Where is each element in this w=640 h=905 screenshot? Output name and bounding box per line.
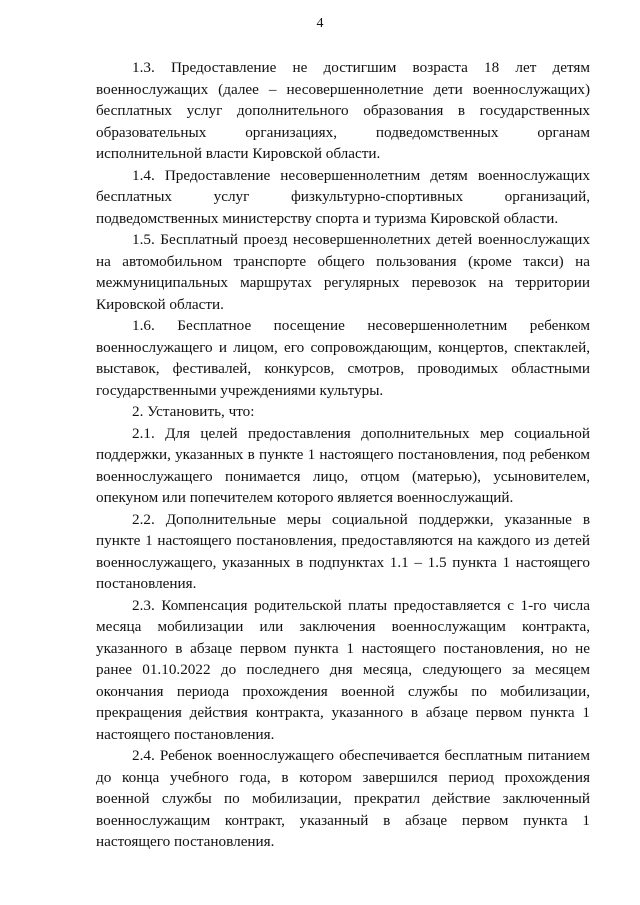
paragraph-1-5: 1.5. Бесплатный проезд несовершеннолетних детей военнослужащих на автомобильном транспорте общего пользования (кроме такси) на межмуниципальных маршрутах регулярных перевозок на территории Кировской области. (96, 231, 590, 313)
paragraph-1-3: 1.3. Предоставление не достигшим возраста 18 лет детям военнослужащих (далее – несовершеннолетние дети военнослужащих) бесплатных услуг дополнительного образования в государственных образовательных организациях, подведомственных органам исполнительной власти Кировской области. (96, 59, 590, 162)
paragraph-2-2: 2.2. Дополнительные меры социальной поддержки, указанные в пункте 1 настоящего постановления, предоставляются на каждого из детей военнослужащего, указанных в подпунктах 1.1 – 1.5 пункта 1 настоящего постановления. (96, 510, 590, 592)
paragraph-1-4: 1.4. Предоставление несовершеннолетним детям военнослужащих бесплатных услуг физкультурно-спортивных организаций, подведомственных министерству спорта и туризма Кировской области. (96, 166, 590, 227)
document-body (96, 57, 590, 853)
paragraph-2-3: 2.3. Компенсация родительской платы предоставляется с 1-го числа месяца мобилизации или заключения военнослужащим контракта, указанного в абзаце первом пункта 1 настоящего постановления, но не ранее 01.10.2022 до последнего дня месяца, следующего за месяцем окончания периода прохождения военной службы по мобилизации, прекращения действия контракта, указанного в абзаце первом пункта 1 настоящего постановления. (96, 596, 590, 743)
paragraph-2: 2. Установить, что: (132, 403, 255, 420)
paragraph-2-1: 2.1. Для целей предоставления дополнительных мер социальной поддержки, указанных в пункте 1 настоящего постановления, под ребенком военнослужащего понимается лицо, отцом (матерью), усыновителем, опекуном или попечителем которого является военнослужащий. (96, 424, 590, 506)
paragraph-1-6: 1.6. Бесплатное посещение несовершеннолетним ребенком военнослужащего и лицом, его сопровождающим, концертов, спектаклей, выставок, фестивалей, конкурсов, смотров, проводимых областными государственными учреждениями культуры. (96, 317, 590, 399)
page-number: 4 (316, 16, 324, 31)
paragraph-2-4: 2.4. Ребенок военнослужащего обеспечивается бесплатным питанием до конца учебного года, в котором завершился период прохождения военной службы по мобилизации, прекратил действие заключенный военнослужащим контракт, указанный в абзаце первом пункта 1 настоящего постановления. (96, 747, 590, 850)
